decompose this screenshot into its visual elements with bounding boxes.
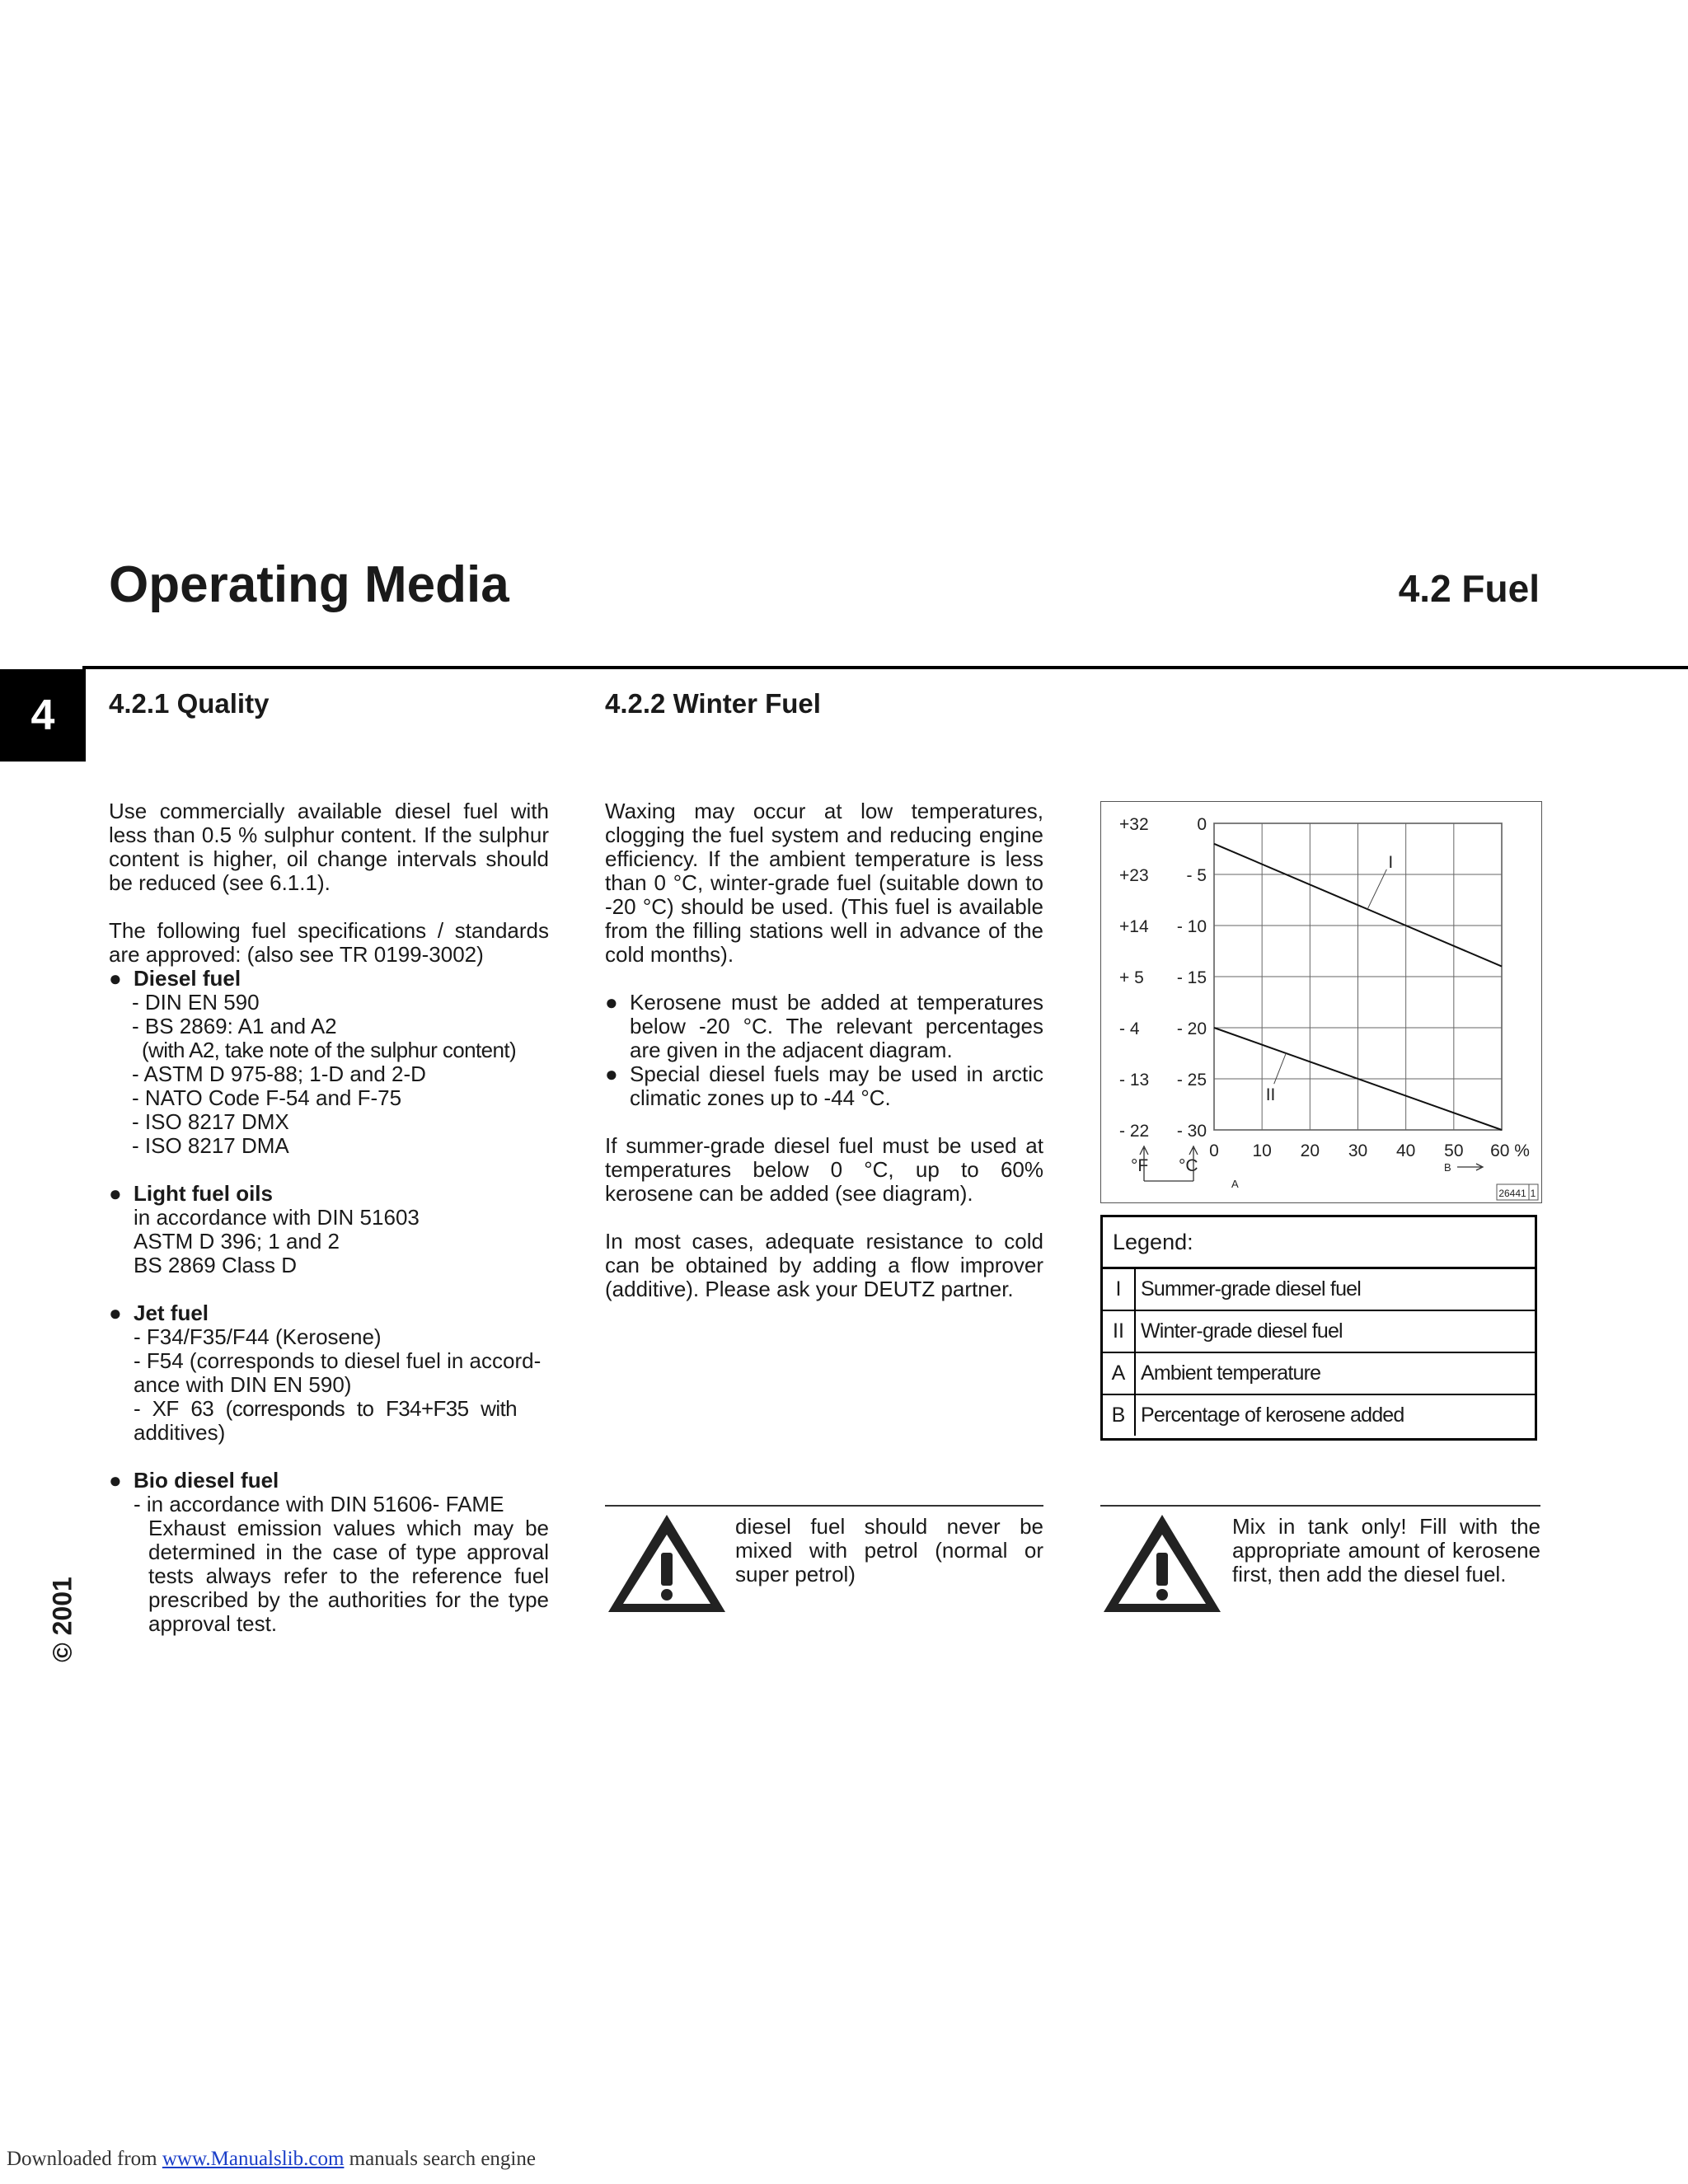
legend-key: B <box>1103 1394 1135 1436</box>
y-tick-label-celsius: - 10 <box>1176 917 1207 936</box>
bio-diesel-note: Exhaust emission values which may be determined in the case of type approval tests always refer to the reference fuel prescribed by the authorities for the type approval test. <box>148 1516 549 1636</box>
quality-heading: 4.2.1 Quality <box>109 688 270 719</box>
list-item: - F54 (corresponds to diesel fuel in accord- <box>134 1348 542 1373</box>
list-item: BS 2869 Class D <box>134 1253 297 1277</box>
download-footer <box>7 2148 536 2171</box>
y-tick-label-fahrenheit: - 13 <box>1119 1071 1150 1090</box>
arctic-note <box>605 1062 1043 1110</box>
light-fuel-title: Light fuel oils <box>134 1181 273 1206</box>
list-item: (with A2, take note of the sulphur content) <box>142 1038 517 1062</box>
y-tick-label-celsius: - 5 <box>1186 866 1207 885</box>
axis-b-label: B <box>1444 1161 1451 1174</box>
y-tick-label-fahrenheit: +23 <box>1119 866 1149 885</box>
list-item: - DIN EN 590 <box>132 990 260 1015</box>
bullet-icon: ● <box>109 966 122 991</box>
quality-intro: Use commercially available diesel fuel with less than 0.5 % sulphur content. If the sulphur content is higher, oil change intervals should be reduced (see 6.1.1). <box>109 799 549 895</box>
winter-fuel-heading: 4.2.2 Winter Fuel <box>605 688 821 719</box>
series-label-leader <box>1367 869 1386 909</box>
list-item: additives) <box>134 1420 226 1445</box>
list-item: in accordance with DIN 51603 <box>134 1205 420 1230</box>
quality-column <box>109 799 549 1636</box>
section-title: 4.2 Fuel <box>1398 567 1540 610</box>
legend-title: Legend: <box>1103 1217 1535 1269</box>
arctic-note-text: Special diesel fuels may be used in arctic climatic zones up to -44 °C. <box>630 1062 1043 1110</box>
copyright-notice <box>33 1566 92 1673</box>
legend-row <box>1103 1394 1535 1436</box>
list-item: - BS 2869: A1 and A2 <box>132 1014 337 1038</box>
bullet-icon: ● <box>109 1301 122 1325</box>
header-rule <box>82 666 1688 669</box>
legend-row <box>1103 1310 1535 1352</box>
legend-key: I <box>1103 1269 1135 1310</box>
list-item: - NATO Code F-54 and F-75 <box>132 1085 402 1110</box>
kerosene-note-text: Kerosene must be added at temperatures below -20 °C. The relevant percentages are given in the adjacent diagram. <box>630 990 1043 1062</box>
list-item: - ISO 8217 DMA <box>132 1133 289 1158</box>
y-tick-label-fahrenheit: + 5 <box>1119 968 1144 987</box>
bullet-icon: ● <box>605 1062 618 1086</box>
kerosene-note <box>605 991 1043 1062</box>
legend-row <box>1103 1352 1535 1394</box>
copyright-text: © 2001 <box>47 1577 77 1662</box>
warning-rule <box>1100 1505 1540 1507</box>
y-tick-label-celsius: - 25 <box>1176 1071 1207 1090</box>
jet-fuel-title: Jet fuel <box>134 1301 209 1325</box>
tank-mix-warning-text: Mix in tank only! Fill with the appropriate amount of kerosene first, then add the diesel fuel. <box>1232 1514 1540 1586</box>
warning-icon <box>605 1510 729 1617</box>
diagram-legend <box>1100 1215 1537 1441</box>
legend-label: Ambient temperature <box>1135 1352 1535 1394</box>
list-item: - F34/F35/F44 (Kerosene) <box>134 1324 382 1349</box>
approved-specs: The following fuel specifications / standards are approved: (also see TR 0199-3002) <box>109 918 549 967</box>
bio-diesel-title: Bio diesel fuel <box>134 1468 279 1493</box>
bio-diesel-item <box>109 1469 549 1636</box>
x-tick-label: 30 <box>1348 1141 1368 1160</box>
y-tick-label-fahrenheit: +14 <box>1119 917 1149 936</box>
legend-table <box>1103 1269 1535 1436</box>
diesel-fuel-list <box>109 991 549 1158</box>
series-label-leader <box>1274 1053 1287 1084</box>
warning-rule <box>605 1505 1043 1507</box>
legend-label: Winter-grade diesel fuel <box>1135 1310 1535 1352</box>
x-tick-label: 10 <box>1252 1141 1272 1160</box>
x-tick-label: 40 <box>1395 1141 1416 1160</box>
series-label: I <box>1388 852 1394 872</box>
legend-key: A <box>1103 1352 1135 1394</box>
warning-icon <box>1100 1510 1224 1617</box>
chapter-tab: 4 <box>0 669 86 762</box>
list-item: - in accordance with DIN 51606- FAME <box>134 1492 504 1516</box>
y-tick-label-celsius: 0 <box>1197 815 1207 834</box>
list-item: - ASTM D 975-88; 1-D and 2-D <box>132 1062 426 1086</box>
figure-id: 26441 <box>1498 1188 1526 1199</box>
winter-fuel-column <box>605 799 1043 1301</box>
flow-improver-note: In most cases, adequate resistance to cold can be obtained by adding a flow improver (additive). Please ask your DEUTZ partner. <box>605 1229 1043 1301</box>
legend-key: II <box>1103 1310 1135 1352</box>
legend-label: Percentage of kerosene added <box>1135 1394 1535 1436</box>
axis-a-label: A <box>1231 1178 1239 1190</box>
y-tick-label-celsius: - 30 <box>1176 1122 1207 1141</box>
page-title: Operating Media <box>109 556 509 613</box>
bullet-icon: ● <box>605 990 618 1015</box>
footer-suffix: manuals search engine <box>344 2148 536 2170</box>
y-tick-label-celsius: - 15 <box>1176 968 1207 987</box>
legend-label: Summer-grade diesel fuel <box>1141 1277 1362 1301</box>
y-unit-fahrenheit: °F <box>1131 1156 1149 1175</box>
list-item: - ISO 8217 DMX <box>132 1109 289 1134</box>
y-tick-label-celsius: - 20 <box>1176 1019 1207 1038</box>
light-fuel-item <box>109 1182 549 1277</box>
y-tick-label-fahrenheit: +32 <box>1119 815 1149 834</box>
footer-prefix: Downloaded from <box>7 2148 162 2170</box>
y-tick-label-fahrenheit: - 22 <box>1119 1122 1150 1141</box>
x-tick-label: 50 <box>1444 1141 1464 1160</box>
kerosene-diagram <box>1100 801 1542 1203</box>
series-label: II <box>1265 1085 1276 1105</box>
y-unit-celsius: °C <box>1179 1156 1198 1175</box>
kerosene-chart <box>1101 802 1541 1202</box>
bullet-icon: ● <box>109 1468 122 1493</box>
legend-row <box>1103 1269 1535 1310</box>
axis-b-arrow-icon <box>1457 1164 1483 1170</box>
diesel-fuel-title: Diesel fuel <box>134 966 241 991</box>
jet-fuel-item <box>109 1301 549 1445</box>
y-tick-label-fahrenheit: - 4 <box>1119 1019 1140 1038</box>
bullet-icon: ● <box>109 1181 122 1206</box>
figure-sub-id: 1 <box>1530 1188 1536 1199</box>
x-tick-label: 20 <box>1300 1141 1320 1160</box>
manualslib-link[interactable]: www.Manualslib.com <box>162 2148 345 2170</box>
list-item: - XF 63 (corresponds to F34+F35 with <box>134 1396 517 1421</box>
winter-intro: Waxing may occur at low temperatures, clogging the fuel system and reducing engine efficiency. If the ambient temperature is less than 0 °C, winter-grade fuel (suitable down to -20 °C) should be used. (This fuel is available from the filling stations well in advance of the cold months). <box>605 799 1043 967</box>
diesel-fuel-item <box>109 967 549 991</box>
petrol-warning-text: diesel fuel should never be mixed with petrol (normal or super petrol) <box>735 1514 1043 1586</box>
x-tick-label: 60 % <box>1490 1141 1530 1160</box>
list-item: ASTM D 396; 1 and 2 <box>134 1229 340 1254</box>
x-tick-label: 0 <box>1209 1141 1219 1160</box>
summer-grade-note: If summer-grade diesel fuel must be used at temperatures below 0 °C, up to 60% kerosene can be added (see diagram). <box>605 1133 1043 1206</box>
list-item: ance with DIN EN 590) <box>134 1372 352 1397</box>
